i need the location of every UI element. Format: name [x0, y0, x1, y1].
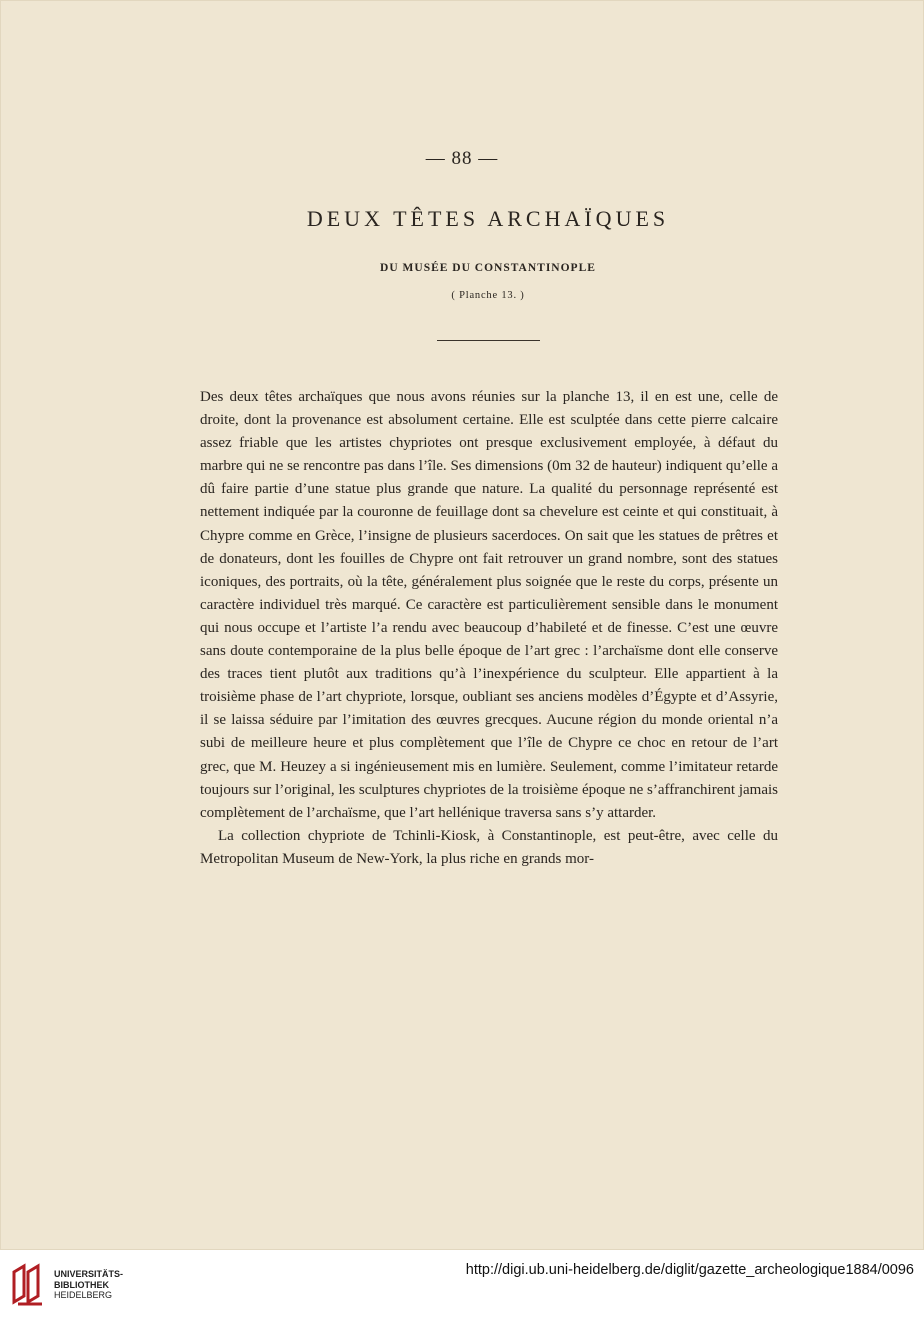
library-name	[54, 1269, 123, 1301]
section-divider	[437, 340, 540, 341]
library-name-line-1: UNIVERSITÄTS-	[54, 1269, 124, 1279]
library-name-line-2: BIBLIOTHEK	[54, 1279, 109, 1290]
library-logo-icon	[10, 1262, 50, 1306]
plate-reference: ( Planche 13. )	[451, 290, 525, 301]
source-url-link[interactable]: http://digi.ub.uni-heidelberg.de/diglit/gazette_archeologique1884/0096	[465, 1262, 914, 1278]
article-title: DEUX TÊTES ARCHAÏQUES	[306, 206, 670, 231]
library-name-line-3: HEIDELBERG	[54, 1290, 113, 1300]
article-body	[200, 386, 778, 871]
footer	[0, 1250, 924, 1317]
article-subtitle: DU MUSÉE DU CONSTANTINOPLE	[380, 262, 596, 274]
paragraph-2: La collection chypriote de Tchinli-Kiosk, à Constantinople, est peut-être, avec celle du Metropolitan Museum de New-York, la plus riche en grands mor-	[200, 827, 778, 867]
page-number: — 88 —	[425, 148, 499, 169]
paragraph-1: Des deux têtes archaïques que nous avons réunies sur la planche 13, il en est une, celle de droite, dont la provenance est absolument certaine. Elle est sculptée dans cette pierre calcaire assez friable que les artistes chypriotes ont presque exclusivement employée, à défaut du marbre qui ne se rencontre pas dans l’île. Ses dimensions (0m 32 de hauteur) indiquent qu’elle a dû faire partie d’une statue plus grande que nature. La qualité du personnage représenté est nettement indiquée par la couronne de feuillage dont sa chevelure est ceinte et qui constituait, à Chypre comme en Grèce, l’insigne de plusieurs sacerdoces. On sait que les statues de prêtres et de donateurs, dont les fouilles de Chypre ont fait retrouver un grand nombre, sont des statues iconiques, des portraits, où la tête, généralement plus soignée que le reste du corps, présente un caractère individuel très marqué. Ce caractère est particulièrement sensible dans le monument qui nous occupe et l’artiste l’a rendu avec beaucoup d’habileté et de finesse. C’est une œuvre sans doute contemporaine de la plus belle époque de l’art grec : l’archaïsme dont elle conserve des traces tient plutôt aux traditions qu’à l’inexpérience du sculpteur. Elle appartient à la troisième phase de l’art chypriote, lorsque, oubliant ses anciens modèles d’Égypte et d’Assyrie, il se laissa séduire par l’imitation des œuvres grecques. Aucune région du monde oriental n’a subi de meilleure heure et plus complètement que l’île de Chypre ce choc en retour de l’art grec, que M. Heuzey a si ingénieusement mis en lumière. Seulement, comme l’imitateur retarde toujours sur l’original, les sculptures chypriotes de la troisième époque ne s’affranchirent jamais complètement de l’archaïsme, que l’art hellénique traversa sans s’y attarder.	[200, 389, 778, 821]
